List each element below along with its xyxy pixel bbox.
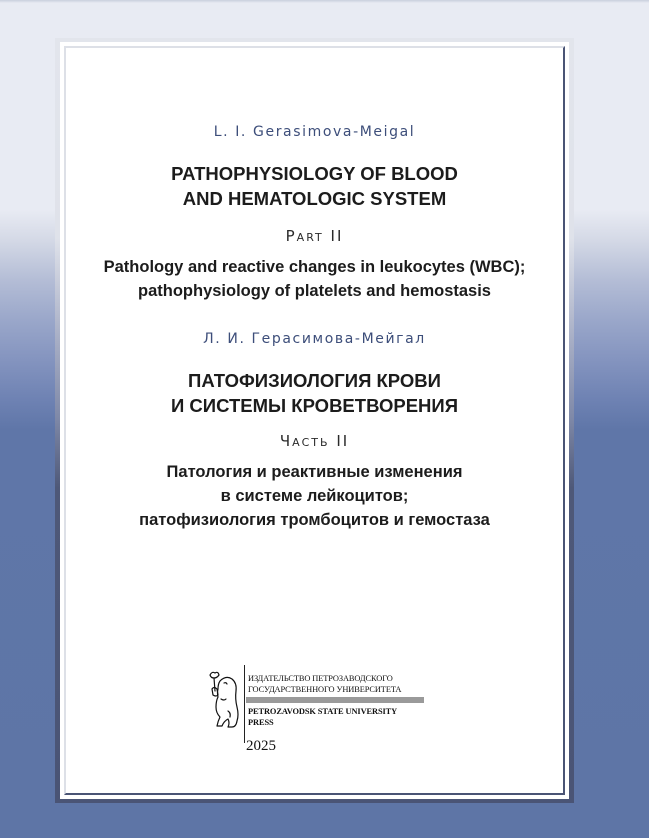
part-ru: Часть II (279, 432, 350, 450)
author-en: L. I. Gerasimova-Meigal (213, 124, 416, 140)
bear-with-torch-icon (206, 669, 242, 731)
title-en-line-1: PATHOPHYSIOLOGY OF BLOOD (171, 163, 458, 184)
publisher-name-ru-line-2: ГОСУДАРСТВЕННОГО УНИВЕРСИТЕТА (248, 685, 402, 694)
publisher-block (206, 665, 436, 760)
title-ru-line-2: И СИСТЕМЫ КРОВЕТВОРЕНИЯ (171, 395, 458, 416)
title-page (66, 48, 563, 793)
publisher-name-ru-line-1: ИЗДАТЕЛЬСТВО ПЕТРОЗАВОДСКОГО (248, 674, 393, 683)
subtitle-en (66, 255, 563, 303)
publisher-name-en-line-2: PRESS (248, 718, 274, 727)
publisher-divider-vertical (244, 665, 245, 743)
title-ru-line-1: ПАТОФИЗИОЛОГИЯ КРОВИ (188, 370, 441, 391)
part-en: Part II (285, 227, 344, 245)
author-ru: Л. И. Герасимова-Мейгал (203, 331, 426, 347)
subtitle-ru-line-2: в системе лейкоцитов; (220, 487, 409, 505)
subtitle-ru (66, 460, 563, 532)
subtitle-ru-line-3: патофизиология тромбоцитов и гемостаза (139, 511, 490, 529)
title-en-line-2: AND HEMATOLOGIC SYSTEM (182, 188, 447, 209)
subtitle-en-line-2: pathophysiology of platelets and hemostasis (138, 282, 491, 300)
subtitle-en-line-1: Pathology and reactive changes in leukocytes (WBC); (103, 258, 526, 276)
publisher-name-en-line-1: PETROZAVODSK STATE UNIVERSITY (248, 707, 398, 716)
publication-year: 2025 (246, 738, 276, 754)
title-en (66, 161, 563, 211)
publisher-divider-bar (246, 697, 424, 703)
subtitle-ru-line-1: Патология и реактивные изменения (166, 463, 463, 481)
title-ru (66, 368, 563, 418)
